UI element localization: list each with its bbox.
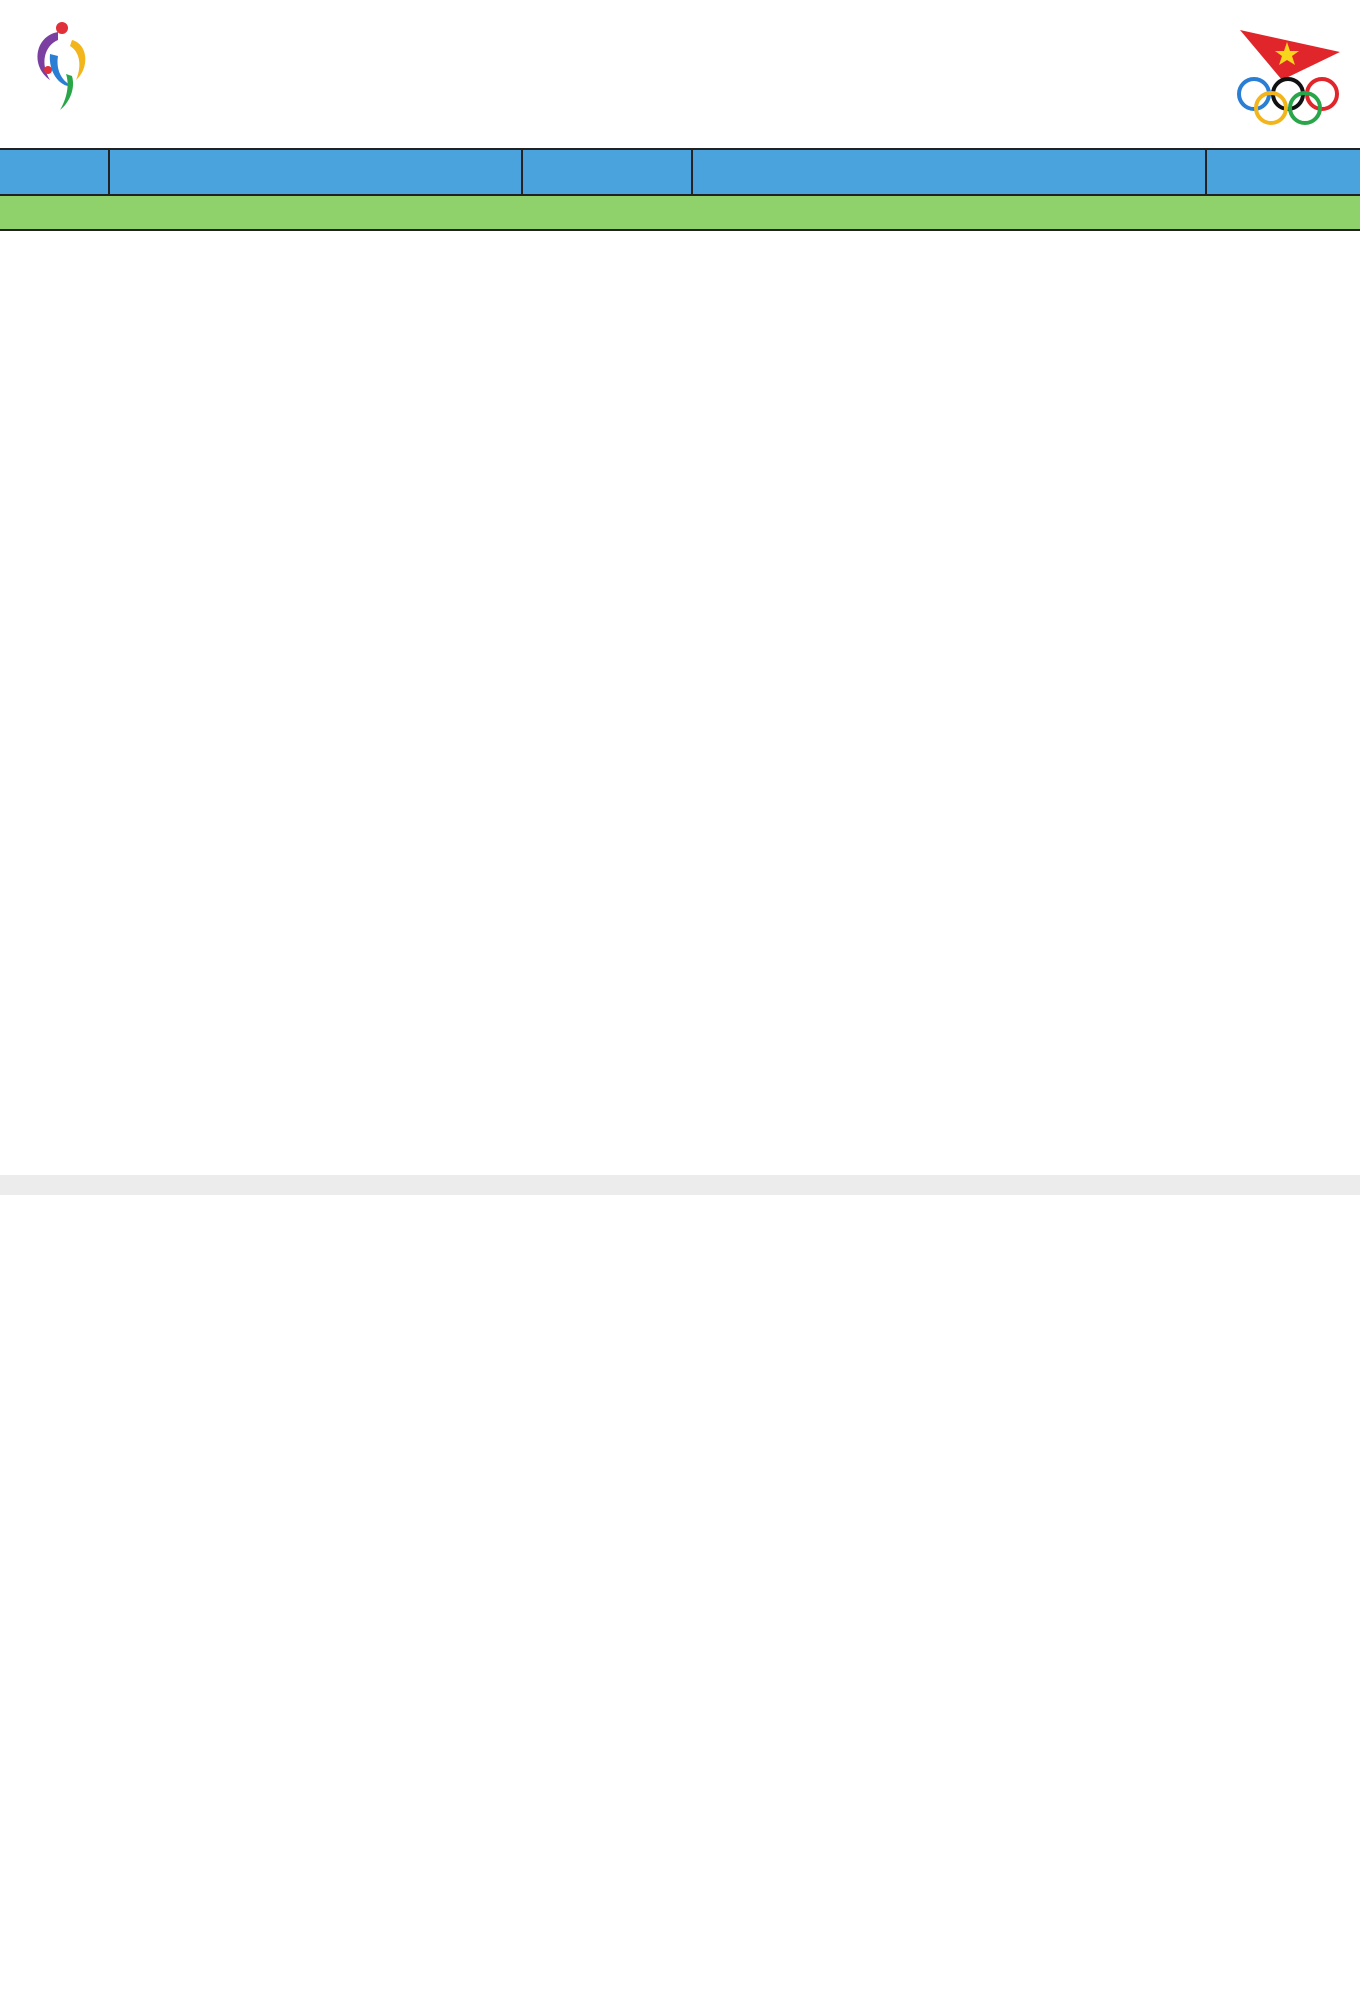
header-content bbox=[110, 150, 523, 194]
asian-games-logo bbox=[10, 14, 120, 144]
vietnam-olympic-logo bbox=[1232, 22, 1350, 130]
header-athletes bbox=[693, 150, 1207, 194]
schedule-table bbox=[0, 148, 1360, 231]
page-gap bbox=[0, 1175, 1360, 1195]
date-row bbox=[0, 196, 1360, 231]
header-round bbox=[523, 150, 693, 194]
page-header bbox=[0, 0, 1360, 148]
table-header bbox=[0, 148, 1360, 196]
header-time bbox=[0, 150, 110, 194]
header-result bbox=[1207, 150, 1360, 194]
